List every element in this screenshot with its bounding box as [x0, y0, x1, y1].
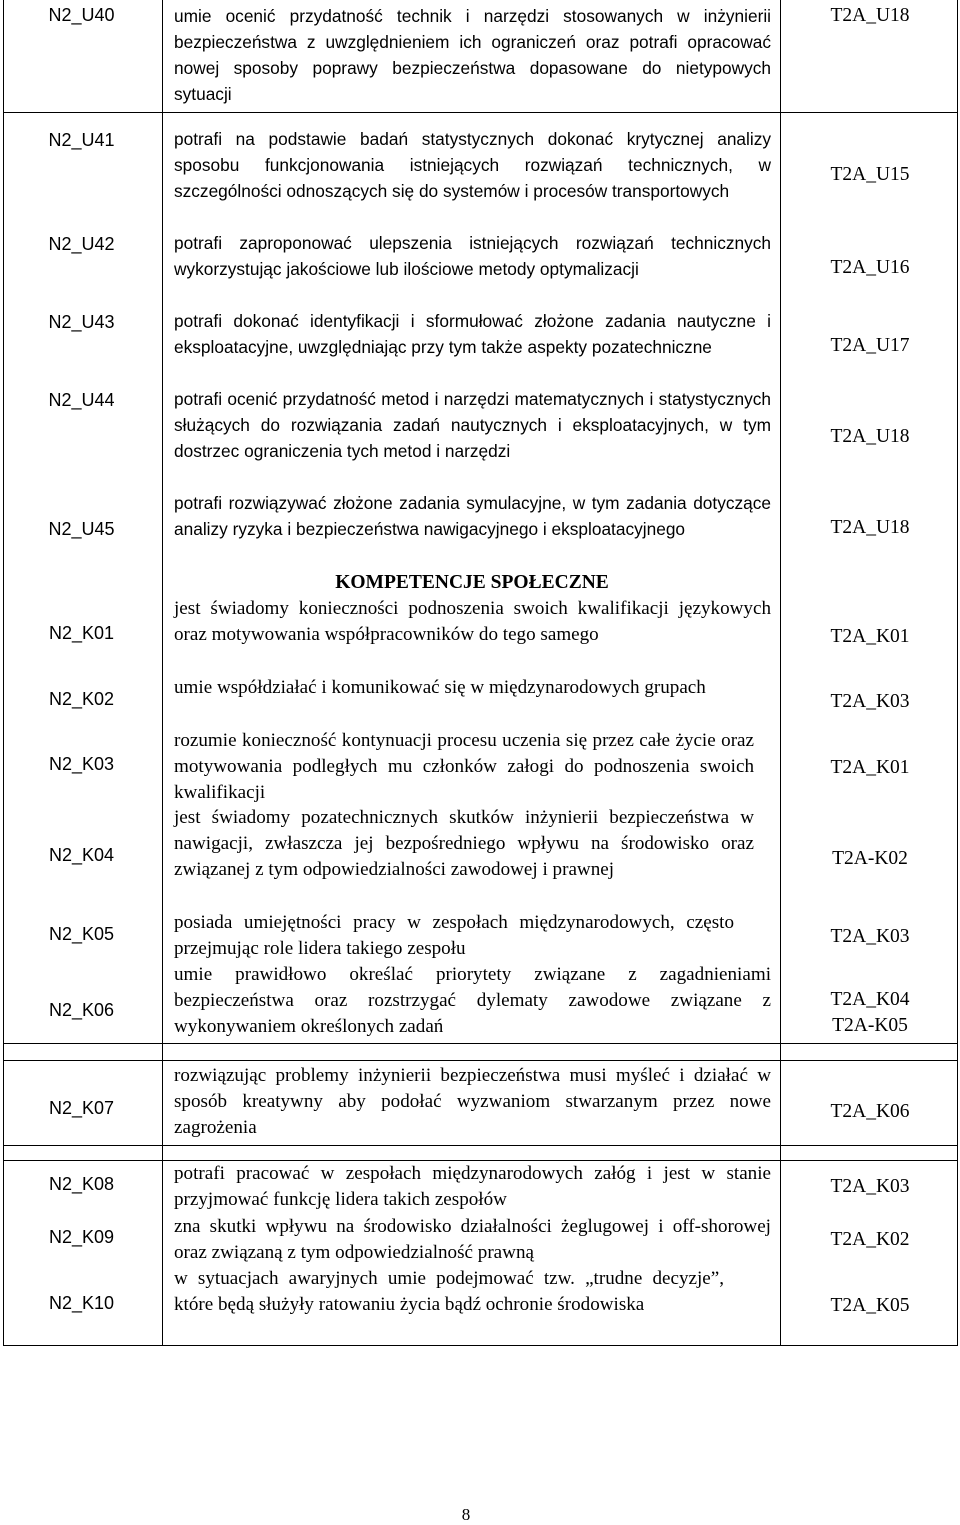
outcome-code: N2_K06	[48, 1000, 115, 1020]
outcome-code: N2_K08	[48, 1174, 115, 1194]
outcome-description: rozwiązując problemy inżynierii bezpieczeństwa musi myśleć i działać w sposób kreatywny aby podołać wyzwaniom stwarzanym przez nowe zagrożenia	[174, 1065, 771, 1138]
outcome-code: N2_U42	[48, 234, 115, 254]
table-row-divider	[3, 1145, 958, 1146]
outcome-description: potrafi zaproponować ulepszenia istniejących rozwiązań technicznych wykorzystując jakościowe lub ilościowe metody optymalizacji	[174, 233, 771, 279]
outcome-description: jest świadomy konieczności podnoszenia swoich kwalifikacji językowych oraz motywowania współpracowników do tego samego	[174, 598, 771, 645]
table-row-divider	[3, 112, 958, 113]
outcome-code: N2_K05	[48, 924, 115, 944]
reference-code: T2A_K04	[830, 989, 910, 1010]
reference-code: T2A_K01	[830, 757, 910, 778]
outcome-description: posiada umiejętności pracy w zespołach międzynarodowych, często przejmując role lidera takiego zespołu	[174, 912, 734, 959]
outcome-description: jest świadomy pozatechnicznych skutków inżynierii bezpieczeństwa w nawigacji, zwłaszcza jej bezpośredniego wpływu na środowisko oraz związanej z tym odpowiedzialności zawodowej i prawnej	[174, 807, 754, 880]
reference-code: T2A_U18	[830, 5, 910, 26]
outcome-description: potrafi pracować w zespołach międzynarodowych załóg i jest w stanie przyjmować funkcję lidera takich zespołów	[174, 1163, 771, 1210]
outcome-description: umie prawidłowo określać priorytety związane z zagadnieniami bezpieczeństwa oraz rozstrzygać dylematy zawodowe związane z wykonywaniem określonych zadań	[174, 964, 771, 1037]
outcome-description: potrafi na podstawie badań statystycznych dokonać krytycznej analizy sposobu funkcjonowania istniejących rozwiązań technicznych, w szczególności odnoszących się do systemów i procesów transportowych	[174, 129, 771, 201]
outcome-code: N2_U41	[48, 130, 115, 150]
reference-code: T2A_K01	[830, 626, 910, 647]
reference-code: T2A_U15	[830, 164, 910, 185]
page-number: 8	[461, 1505, 471, 1524]
reference-code: T2A_K05	[830, 1295, 910, 1316]
outcome-code: N2_K07	[48, 1098, 115, 1118]
outcome-code: N2_U45	[48, 519, 115, 539]
outcome-description: potrafi ocenić przydatność metod i narzędzi matematycznych i statystycznych służących do rozwiązania zadań nautycznych i eksploatacyjnych, w tym dostrzec ograniczenia tych metod i narzędzi	[174, 389, 771, 461]
reference-code: T2A_K02	[830, 1229, 910, 1250]
outcome-code: N2_K01	[48, 623, 115, 643]
reference-code: T2A-K05	[832, 1015, 908, 1036]
outcome-description: rozumie konieczność kontynuacji procesu uczenia się przez całe życie oraz motywowania podległych mu członków załogi do podnoszenia swoich kwalifikacji	[174, 730, 754, 803]
outcome-code: N2_U43	[48, 312, 115, 332]
reference-code: T2A_U17	[830, 335, 910, 356]
outcome-code: N2_U40	[48, 5, 115, 25]
outcome-code: N2_K09	[48, 1227, 115, 1247]
reference-code: T2A_K03	[830, 926, 910, 947]
reference-code: T2A_K03	[830, 691, 910, 712]
table-row-divider	[3, 1043, 958, 1044]
table-border-bottom	[3, 1345, 958, 1346]
outcome-description: zna skutki wpływu na środowisko działalności żeglugowej i off-shorowej oraz związaną z tym odpowiedzialność prawną	[174, 1216, 771, 1263]
outcome-code: N2_K02	[48, 689, 115, 709]
reference-code: T2A_U18	[830, 426, 910, 447]
outcome-description: potrafi rozwiązywać złożone zadania symulacyjne, w tym zadania dotyczące analizy ryzyka i bezpieczeństwa nawigacyjnego i eksploatacyjnego	[174, 493, 771, 539]
outcome-description: w sytuacjach awaryjnych umie podejmować tzw. „trudne decyzje”, które będą służyły ratowaniu życia bądź ochronie środowiska	[174, 1268, 724, 1315]
outcome-code: N2_K10	[48, 1293, 115, 1313]
reference-code: T2A-K02	[832, 848, 908, 869]
reference-code: T2A_K03	[830, 1176, 910, 1197]
outcome-code: N2_U44	[48, 390, 115, 410]
outcome-description: umie ocenić przydatność technik i narzędzi stosowanych w inżynierii bezpieczeństwa z uwzględnieniem ich ograniczeń oraz potrafi opracować nowej sposoby poprawy bezpieczeństwa dopasowane do nietypowych sytuacji	[174, 6, 771, 104]
outcome-description: potrafi dokonać identyfikacji i sformułować złożone zadania nautyczne i eksploatacyjne, uwzględniając przy tym także aspekty pozatechniczne	[174, 311, 771, 357]
table-row-divider	[3, 1060, 958, 1061]
reference-code: T2A_U18	[830, 517, 910, 538]
reference-code: T2A_K06	[830, 1101, 910, 1122]
reference-code: T2A_U16	[830, 257, 910, 278]
outcome-code: N2_K04	[48, 845, 115, 865]
outcome-code: N2_K03	[48, 754, 115, 774]
section-header: KOMPETENCJE SPOŁECZNE	[335, 572, 609, 593]
outcome-description: umie współdziałać i komunikować się w międzynarodowych grupach	[174, 677, 706, 698]
